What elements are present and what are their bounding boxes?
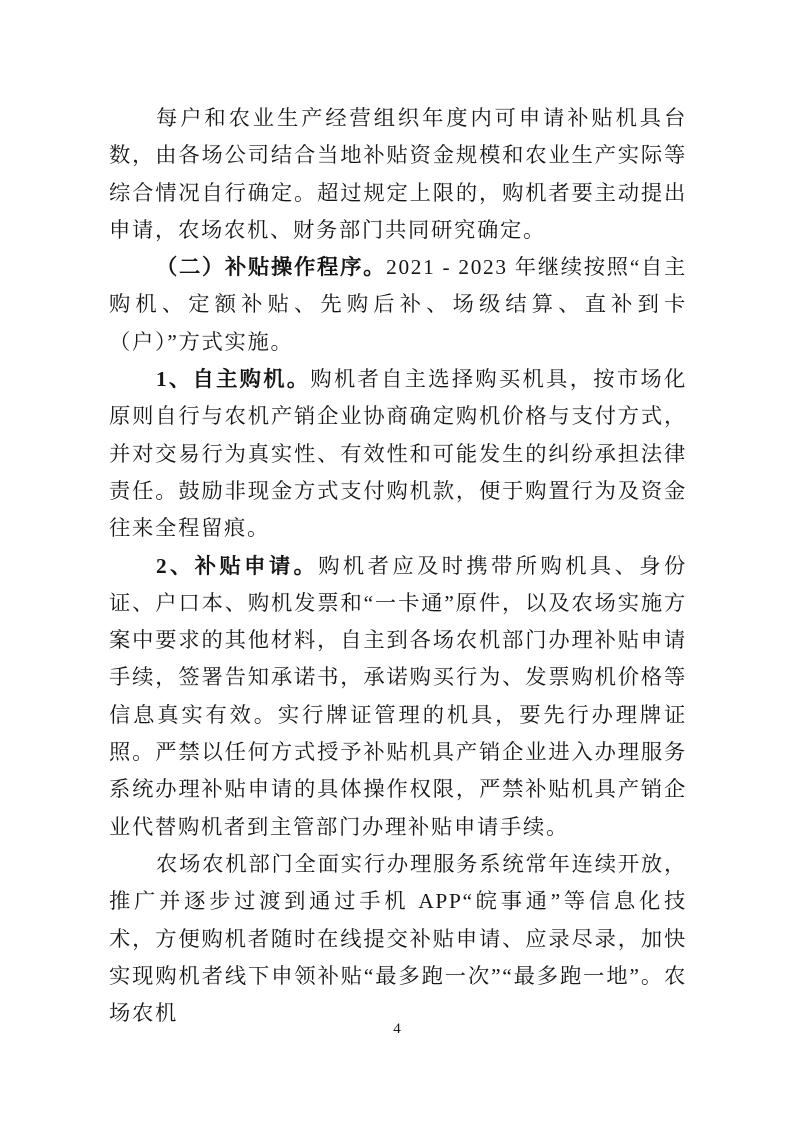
page-number: 4 <box>393 1021 401 1037</box>
paragraph-text-run: 购机者自主选择购买机具，按市场化原则自行与农机产销企业协商确定购机价格与支付方式，并对交易行为真实性、有效性和可能发生的纠纷承担法律责任。鼓励非现金方式支付购机款，便于购置行为及资金往来全程留痕。 <box>109 367 687 541</box>
paragraph-text-run: 农场农机部门全面实行办理服务系统常年连续开放，推广并逐步过渡到通过手机 APP“皖事通”等信息化技术，方便购机者随时在线提交补贴申请、应录尽录，加快实现购机者线下申领补贴“最多跑一次”“最多跑一地”。农场农机 <box>109 851 687 1026</box>
paragraph <box>109 100 687 249</box>
paragraph-heading-run: （二）补贴操作程序。 <box>156 255 387 280</box>
paragraph <box>109 548 687 846</box>
paragraph-heading-run: 2、补贴申请。 <box>156 553 319 578</box>
document-body <box>109 100 687 1032</box>
paragraph-text-run: 2021 - 2023 年继续按照“自主购机、定额补贴、先购后补、场级结算、直补到卡（户）”方式实施。 <box>109 255 687 354</box>
paragraph <box>109 846 687 1032</box>
paragraph <box>109 361 687 547</box>
paragraph <box>109 249 687 361</box>
paragraph-text-run: 每户和农业生产经营组织年度内可申请补贴机具台数，由各场公司结合当地补贴资金规模和农业生产实际等综合情况自行确定。超过规定上限的，购机者要主动提出申请，农场农机、财务部门共同研究确定。 <box>109 106 687 242</box>
paragraph-heading-run: 1、自主购机。 <box>156 367 311 392</box>
paragraph-text-run: 购机者应及时携带所购机具、身份证、户口本、购机发票和“一卡通”原件，以及农场实施方案中要求的其他材料，自主到各场农机部门办理补贴申请手续，签署告知承诺书，承诺购买行为、发票购机价格等信息真实有效。实行牌证管理的机具，要先行办理牌证照。严禁以任何方式授予补贴机具产销企业进入办理服务系统办理补贴申请的具体操作权限，严禁补贴机具产销企业代替购机者到主管部门办理补贴申请手续。 <box>109 553 687 839</box>
